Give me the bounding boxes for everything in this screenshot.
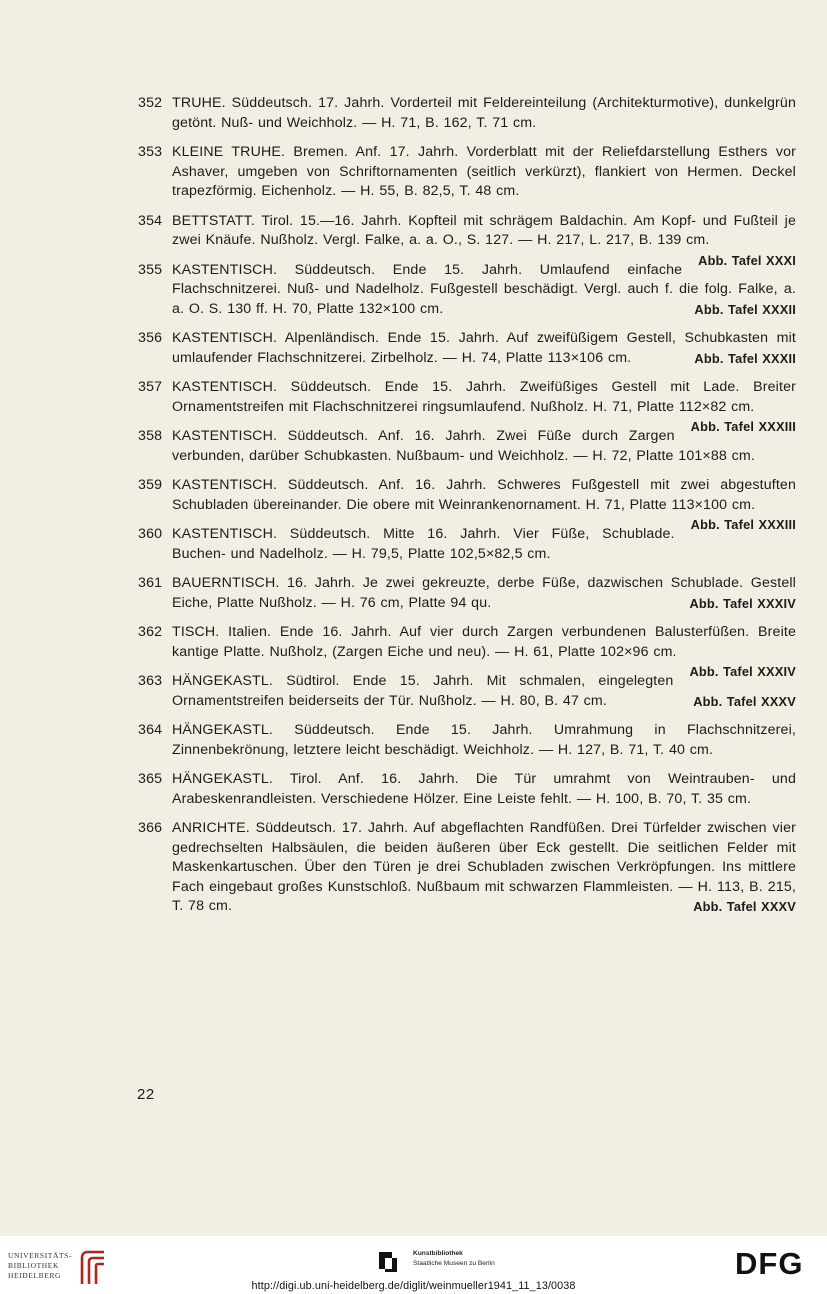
plate-reference: Abb. Tafel XXXI <box>698 252 796 268</box>
plate-reference: Abb. Tafel XXXII <box>694 350 796 366</box>
dfg-logo[interactable] <box>735 1246 815 1278</box>
plate-reference: Abb. Tafel XXXIII <box>690 419 796 434</box>
entry-number: 358 <box>138 428 163 444</box>
catalogue-entry <box>138 770 796 809</box>
entry-number: 353 <box>138 144 163 160</box>
catalogue-entry <box>138 94 796 133</box>
catalogue-entry <box>138 672 796 711</box>
entry-number: 360 <box>138 526 163 542</box>
entry-body <box>172 574 796 613</box>
plate-reference: Abb. Tafel XXXIV <box>689 664 796 679</box>
entry-description: HÄNGEKASTL. Südtirol. Ende 15. Jahrh. Mit schmalen, eingelegten Ornamentstreifen beiderseits der Tür. Nußholz. — H. 80, B. 47 cm. <box>172 673 674 709</box>
entry-number: 357 <box>138 379 163 395</box>
entry-number: 361 <box>138 575 163 591</box>
entry-body <box>172 476 796 532</box>
kunstbibliothek-logo[interactable] <box>377 1248 537 1278</box>
entry-body <box>172 672 796 711</box>
entry-body <box>172 623 796 679</box>
entry-description: KASTENTISCH. Süddeutsch. Mitte 16. Jahrh. Vier Füße, Schublade. Buchen- und Nadelholz. — H. 79,5, Platte 102,5×82,5 cm. <box>172 526 675 562</box>
digitization-footer <box>0 1236 827 1294</box>
plate-reference: Abb. Tafel XXXIV <box>689 595 796 611</box>
entry-description: ANRICHTE. Süddeutsch. 17. Jahrh. Auf abgeflachten Randfüßen. Drei Türfelder zwischen vier gedrechselten Halbsäulen, die beiden äußeren über Eck gestellt. Die seitlichen Felder mit Maskenkartuschen. Über den Türen je drei Schubladen zwischen Verkröpfungen. Ins mittlere Fach eingebaut großes Kunstschloß. Nußbaum mit schwarzen Flammleisten. — H. 113, B. 215, T. 78 cm. <box>172 820 796 914</box>
catalogue-entry <box>138 574 796 613</box>
entry-description: KLEINE TRUHE. Bremen. Anf. 17. Jahrh. Vorderblatt mit der Reliefdarstellung Esthers vor Ashaver, umgeben von Schriftornamenten (seitlich verkürzt), flankiert von Hermen. Deckel trapezförmig. Eichenholz. — H. 55, B. 82,5, T. 48 cm. <box>172 144 796 199</box>
catalogue-entry <box>138 819 796 917</box>
plate-reference: Abb. Tafel XXXV <box>693 693 796 709</box>
entry-body <box>172 721 796 760</box>
entry-number: 355 <box>138 261 163 278</box>
entry-description: BAUERNTISCH. 16. Jahrh. Je zwei gekreuzte, derbe Füße, dazwischen Schublade. Gestell Eiche, Platte Nußholz. — H. 76 cm, Platte 94 qu. <box>172 575 796 611</box>
entry-body <box>172 525 796 564</box>
kunstbibliothek-name: Kunstbibliothek <box>413 1250 463 1257</box>
entry-body <box>172 261 796 320</box>
catalogue-entry <box>138 212 796 268</box>
entry-description: KASTENTISCH. Süddeutsch. Ende 15. Jahrh. Zweifüßiges Gestell mit Lade. Breiter Ornamentstreifen mit Flachschnitzerei ringsumlaufend. Nußholz. H. 71, Platte 112×82 cm. <box>172 379 796 415</box>
entry-number: 366 <box>138 820 163 836</box>
entry-body <box>172 329 796 368</box>
entry-number: 364 <box>138 722 163 738</box>
plate-reference: Abb. Tafel XXXII <box>694 301 796 317</box>
catalogue-entry <box>138 427 796 466</box>
catalogue-entry <box>138 623 796 679</box>
entry-description: HÄNGEKASTL. Tirol. Anf. 16. Jahrh. Die Tür umrahmt von Weintrauben- und Arabeskenrandleisten. Verschiedene Hölzer. Eine Leiste fehlt. — H. 100, B. 70, T. 35 cm. <box>172 771 796 807</box>
kunstbibliothek-mark-icon <box>377 1250 401 1274</box>
dfg-logo-text: DFG <box>735 1246 804 1278</box>
entry-body <box>172 378 796 434</box>
university-line-2: BIBLIOTHEK <box>8 1261 59 1270</box>
catalogue-entry <box>138 261 796 320</box>
entry-number: 363 <box>138 673 163 689</box>
entry-description: TISCH. Italien. Ende 16. Jahrh. Auf vier durch Zargen verbundenen Balusterfüßen. Breite kantige Platte. Nußholz, (Zargen Eiche und neu). — H. 61, Platte 102×96 cm. <box>172 624 796 660</box>
entry-body <box>172 770 796 809</box>
plate-reference: Abb. Tafel XXXIII <box>690 517 796 532</box>
entry-description: KASTENTISCH. Alpenländisch. Ende 15. Jahrh. Auf zweifüßigem Gestell, Schubkasten mit umlaufender Flachschnitzerei. Zirbelholz. — H. 74, Platte 113×106 cm. <box>172 330 796 366</box>
museen-name: Staatliche Museen zu Berlin <box>413 1260 495 1267</box>
catalogue-entry <box>138 476 796 532</box>
entry-description: TRUHE. Süddeutsch. 17. Jahrh. Vorderteil mit Feldereinteilung (Architekturmotive), dunkelgrün getönt. Nuß- und Weichholz. — H. 71, B. 162, T. 71 cm. <box>172 95 796 131</box>
entry-description: KASTENTISCH. Süddeutsch. Anf. 16. Jahrh. Zwei Füße durch Zargen verbunden, darüber Schubkasten. Nußbaum- und Weichholz. — H. 72, Platte 101×88 cm. <box>172 428 755 464</box>
entry-description: KASTENTISCH. Süddeutsch. Ende 15. Jahrh. Umlaufend einfache Flachschnitzerei. Nuß- und Nadelholz. Fußgestell beschädigt. Vergl. auch f. die folg. Falke, a. a. O. S. 130 ff. H. 70, Platte 132×100 cm. <box>172 261 796 317</box>
university-line-3: HEIDELBERG <box>8 1271 62 1280</box>
entry-number: 362 <box>138 624 163 640</box>
permalink-url[interactable]: http://digi.ub.uni-heidelberg.de/diglit/weinmueller1941_11_13/0038 <box>251 1280 576 1292</box>
catalogue-entry <box>138 721 796 760</box>
entry-body <box>172 427 796 466</box>
entry-description: BETTSTATT. Tirol. 15.—16. Jahrh. Kopfteil mit schrägem Baldachin. Am Kopf- und Fußteil je zwei Knäufe. Nußholz. Vergl. Falke, a. a. O., S. 127. — H. 217, L. 217, B. 139 cm. <box>172 212 796 248</box>
entry-body <box>172 819 796 917</box>
plate-reference: Abb. Tafel XXXV <box>693 899 796 914</box>
entry-description: KASTENTISCH. Süddeutsch. Anf. 16. Jahrh. Schweres Fußgestell mit zwei abgestuften Schubladen übereinander. Die obere mit Weinrankenornament. H. 71, Platte 113×100 cm. <box>172 477 796 513</box>
entry-description: HÄNGEKASTL. Süddeutsch. Ende 15. Jahrh. Umrahmung in Flachschnitzerei, Zinnenbekrönung, letztere leicht beschädigt. Weichholz. — H. 127, B. 71, T. 40 cm. <box>172 722 796 758</box>
entry-number: 354 <box>138 212 163 229</box>
university-line-1: UNIVERSITÄTS- <box>8 1251 73 1260</box>
catalogue-entries <box>138 94 796 927</box>
catalogue-entry <box>138 525 796 564</box>
entry-body <box>172 94 796 133</box>
entry-number: 356 <box>138 330 163 346</box>
entry-body <box>172 143 796 202</box>
catalogue-entry <box>138 143 796 202</box>
catalogue-entry <box>138 329 796 368</box>
catalogue-entry <box>138 378 796 434</box>
page-number: 22 <box>137 1086 155 1103</box>
entry-number: 352 <box>138 95 163 111</box>
entry-number: 365 <box>138 771 163 787</box>
entry-body <box>172 212 796 268</box>
entry-number: 359 <box>138 477 163 493</box>
